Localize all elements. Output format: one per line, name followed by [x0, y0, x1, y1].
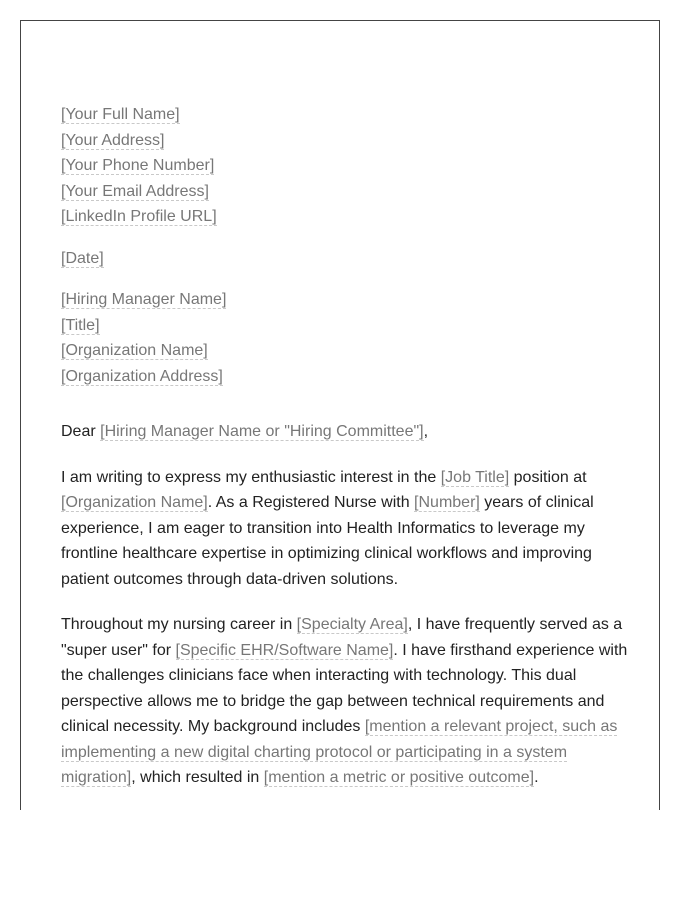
- p2-text-5: .: [534, 769, 539, 786]
- p2-project-placeholder: [mention a relevant project, such as implementing a new digital charting protocol or participating in a system migration]: [61, 718, 618, 786]
- p2-outcome-placeholder: [mention a metric or positive outcome]: [263, 769, 535, 786]
- p2-text-2: , I have frequently served as a "super user" for: [61, 616, 623, 659]
- sender-email: [Your Email Address]: [61, 182, 209, 200]
- letter-date: [Date]: [61, 249, 104, 267]
- salutation: [61, 419, 631, 445]
- p2-text-3: . I have firsthand experience with the challenges clinicians face when interacting with technology. This dual perspective allows me to bridge the gap between technical requirements and clinical necessity. My background includes: [61, 641, 628, 735]
- date-block: [61, 246, 631, 272]
- recipient-organization: [Organization Name]: [61, 342, 208, 359]
- p2-ehr-placeholder: [Specific EHR/Software Name]: [175, 641, 394, 659]
- p1-text-4: years of clinical experience, I am eager to transition into Health Informatics to leverage my frontline healthcare expertise in optimizing clinical workflows and improving patient outcomes through data-driven solutions.: [61, 494, 594, 588]
- p1-text-1: I am writing to express my enthusiastic interest in the: [61, 468, 441, 486]
- sender-linkedin: [LinkedIn Profile URL]: [61, 208, 217, 225]
- salutation-prefix: Dear: [61, 423, 101, 440]
- recipient-block: [61, 287, 631, 389]
- recipient-title: [Title]: [61, 316, 100, 334]
- p2-text-1: Throughout my nursing career in: [61, 616, 297, 633]
- sender-full-name: [Your Full Name]: [61, 106, 180, 123]
- letter-content: [61, 102, 631, 810]
- p1-years-placeholder: [Number]: [414, 494, 480, 511]
- p1-text-3: . As a Registered Nurse with: [207, 494, 415, 511]
- letter-page: [20, 20, 660, 810]
- sender-phone: [Your Phone Number]: [61, 157, 215, 174]
- salutation-suffix: ,: [423, 423, 429, 440]
- recipient-name: [Hiring Manager Name]: [61, 291, 227, 308]
- p1-text-2: position at: [509, 468, 587, 486]
- recipient-organization-address: [Organization Address]: [61, 367, 223, 385]
- p2-specialty-placeholder: [Specialty Area]: [296, 616, 408, 633]
- sender-block: [61, 102, 631, 230]
- p1-job-title-placeholder: [Job Title]: [440, 468, 510, 486]
- p1-organization-placeholder: [Organization Name]: [61, 494, 208, 511]
- body-paragraph-1: [61, 465, 631, 593]
- salutation-name: [Hiring Manager Name or "Hiring Committee"]: [100, 423, 424, 440]
- sender-address: [Your Address]: [61, 131, 165, 149]
- body-paragraph-2: [61, 612, 631, 791]
- p2-text-4: , which resulted in: [131, 769, 264, 786]
